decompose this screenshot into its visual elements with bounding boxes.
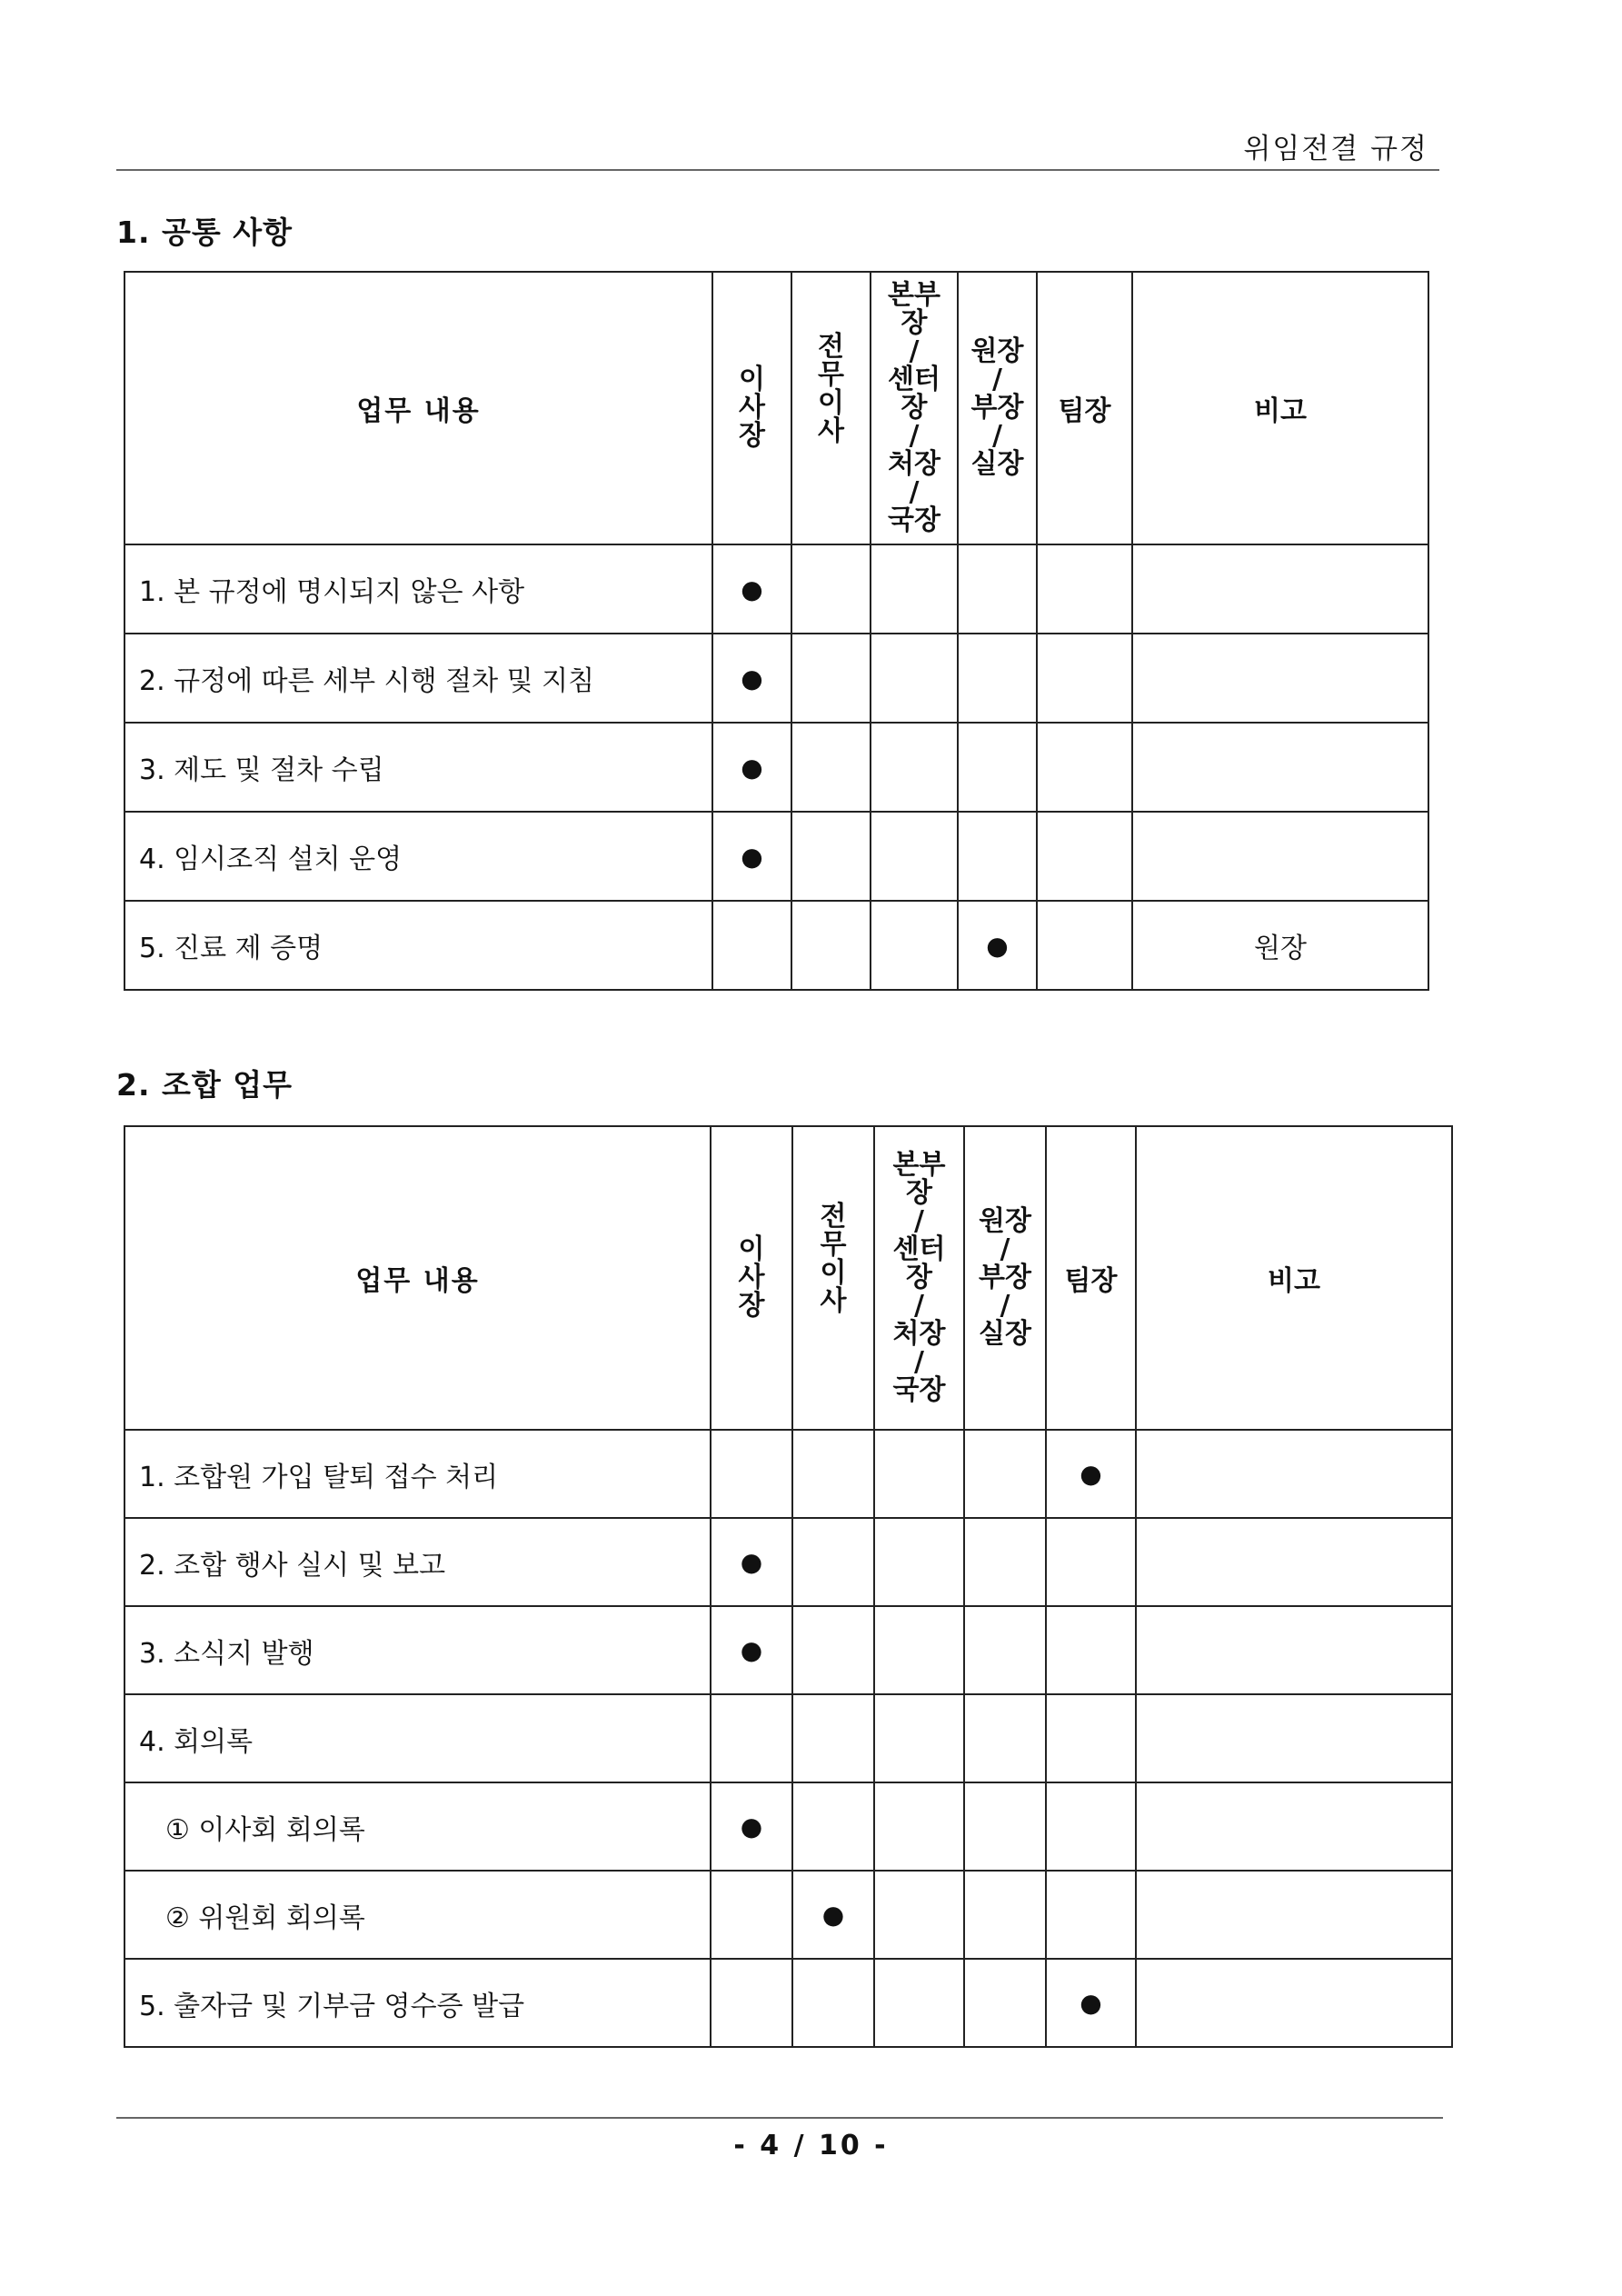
approval-mark: ● (711, 1606, 792, 1694)
col-header-division-head: 본부 장 / 센터 장 / 처장 / 국장 (871, 272, 958, 544)
task-cell: 4. 임시조직 설치 운영 (124, 812, 712, 901)
note-cell (1136, 1871, 1452, 1959)
note-cell: 원장 (1132, 901, 1428, 990)
table-row (124, 1694, 1452, 1782)
table-row (124, 812, 1428, 901)
note-cell (1132, 544, 1428, 634)
approval-mark: ● (712, 723, 791, 812)
task-cell: 1. 본 규정에 명시되지 않은 사항 (124, 544, 712, 634)
table-row (124, 544, 1428, 634)
approval-mark: ● (712, 812, 791, 901)
header-rule (116, 169, 1439, 171)
table-row (124, 1871, 1452, 1959)
approval-mark: ● (712, 634, 791, 723)
task-cell: 3. 제도 및 절차 수립 (124, 723, 712, 812)
note-cell (1136, 1694, 1452, 1782)
section-title: 1. 공통 사항 (116, 215, 293, 250)
task-cell: 5. 진료 제 증명 (124, 901, 712, 990)
note-cell (1136, 1518, 1452, 1606)
note-cell (1132, 812, 1428, 901)
table-header-row (124, 272, 1428, 544)
approval-mark: ● (792, 1871, 874, 1959)
col-header-task: 업무 내용 (124, 1126, 711, 1430)
col-header-team-leader: 팀장 (1046, 1126, 1136, 1430)
note-cell (1132, 634, 1428, 723)
col-header-chair: 이 사 장 (711, 1126, 792, 1430)
table-row (124, 634, 1428, 723)
col-header-executive-director: 전 무 이 사 (791, 272, 871, 544)
footer-rule (116, 2117, 1443, 2119)
approval-mark: ● (712, 544, 791, 634)
note-cell (1136, 1430, 1452, 1518)
col-header-note: 비고 (1132, 272, 1428, 544)
table-row (124, 1782, 1452, 1871)
table-row (124, 1606, 1452, 1694)
approval-mark: ● (1046, 1430, 1136, 1518)
col-header-team-leader: 팀장 (1037, 272, 1132, 544)
delegation-table (124, 1125, 1453, 2048)
delegation-table (124, 271, 1429, 991)
col-header-executive-director: 전 무 이 사 (792, 1126, 874, 1430)
note-cell (1136, 1606, 1452, 1694)
task-cell: ① 이사회 회의록 (124, 1782, 711, 1871)
task-cell: 2. 규정에 따른 세부 시행 절차 및 지침 (124, 634, 712, 723)
note-cell (1132, 723, 1428, 812)
table-row (124, 1430, 1452, 1518)
task-cell: 1. 조합원 가입 탈퇴 접수 처리 (124, 1430, 711, 1518)
col-header-division-head: 본부 장 / 센터 장 / 처장 / 국장 (874, 1126, 964, 1430)
table-row (124, 723, 1428, 812)
col-header-director: 원장 / 부장 / 실장 (958, 272, 1037, 544)
note-cell (1136, 1959, 1452, 2047)
approval-mark: ● (711, 1782, 792, 1871)
page-number: - 4 / 10 - (733, 2130, 889, 2161)
note-cell (1136, 1782, 1452, 1871)
col-header-note: 비고 (1136, 1126, 1452, 1430)
approval-mark: ● (958, 901, 1037, 990)
table-row (124, 1518, 1452, 1606)
task-cell: 2. 조합 행사 실시 및 보고 (124, 1518, 711, 1606)
col-header-director: 원장 / 부장 / 실장 (964, 1126, 1046, 1430)
col-header-chair: 이 사 장 (712, 272, 791, 544)
table-row (124, 1959, 1452, 2047)
task-cell: 4. 회의록 (124, 1694, 711, 1782)
approval-mark: ● (711, 1518, 792, 1606)
approval-mark: ● (1046, 1959, 1136, 2047)
table-row (124, 901, 1428, 990)
table-header-row (124, 1126, 1452, 1430)
task-cell: 5. 출자금 및 기부금 영수증 발급 (124, 1959, 711, 2047)
col-header-task: 업무 내용 (124, 272, 712, 544)
task-cell: ② 위원회 회의록 (124, 1871, 711, 1959)
task-cell: 3. 소식지 발행 (124, 1606, 711, 1694)
section-title: 2. 조합 업무 (116, 1067, 293, 1103)
document-header-title: 위임전결 규정 (1243, 133, 1428, 165)
